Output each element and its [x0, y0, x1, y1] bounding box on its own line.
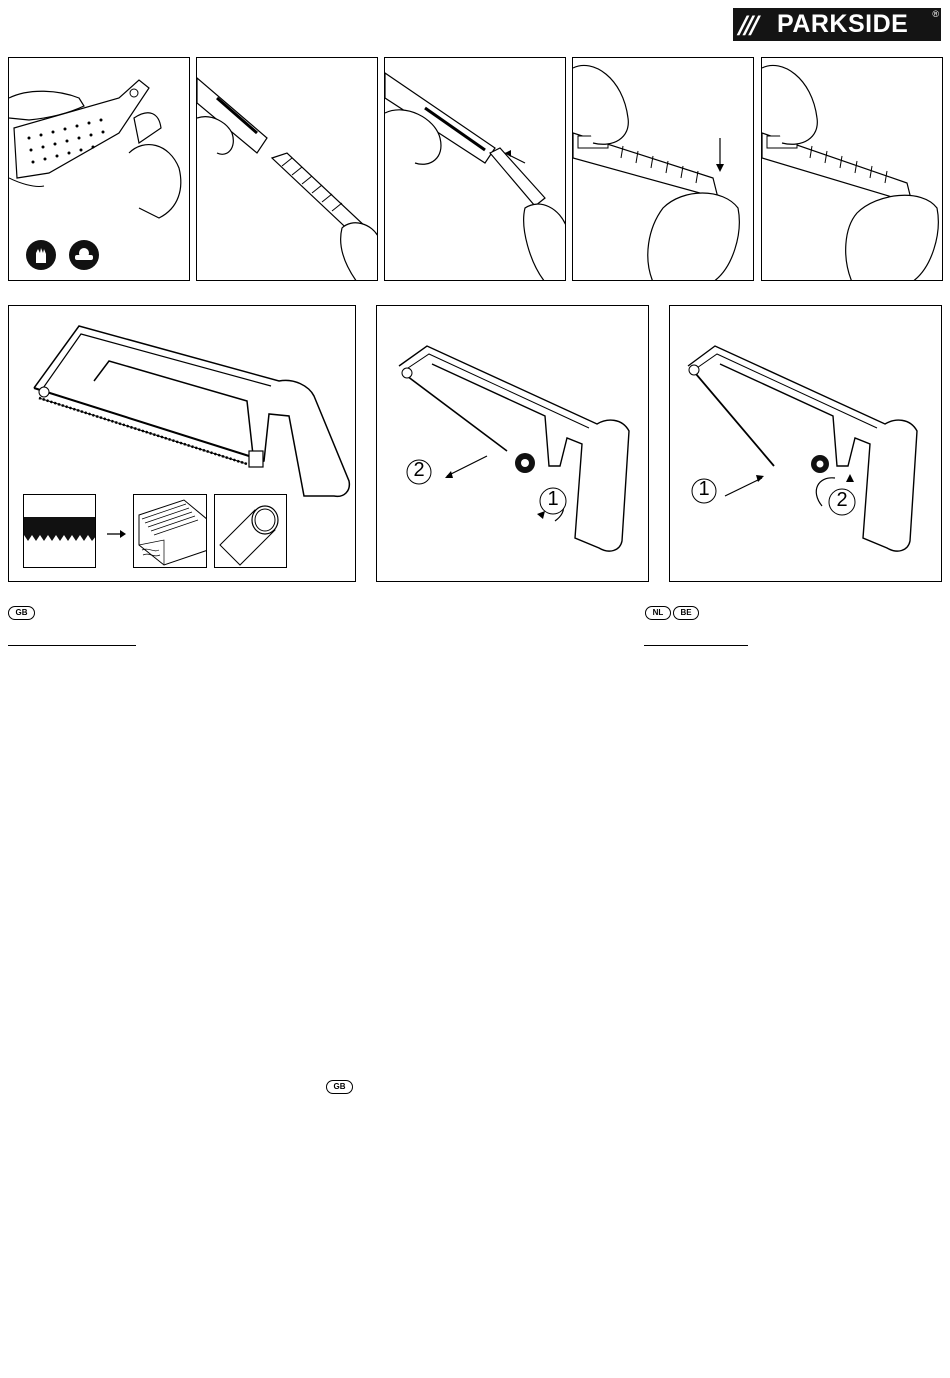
hacksaw-assemble-illustration: [670, 306, 942, 582]
figure-blade-teeth-detail: [23, 494, 96, 568]
figure-knife-open: [8, 57, 190, 281]
step-label-assemble-b: 2: [836, 489, 848, 511]
figure-wood-material: [133, 494, 207, 568]
figure-knife-break-blade: [572, 57, 754, 281]
knife-blade-snapped-illustration: [762, 58, 943, 281]
logo-registered-mark: ®: [932, 9, 939, 19]
figure-knife-blade-snapped: [761, 57, 943, 281]
knife-blade-insert-illustration: [385, 58, 566, 281]
section-rule-left: [8, 645, 136, 646]
knife-break-blade-illustration: [573, 58, 754, 281]
logo-slashes: ///: [739, 10, 757, 39]
parkside-logo: [733, 8, 941, 41]
figure-knife-blade-insert: [384, 57, 566, 281]
step-label-dismantle-a: 2: [413, 459, 425, 481]
hacksaw-dismantle-illustration: [377, 306, 649, 582]
step-label-dismantle-b: 1: [547, 488, 559, 510]
figure-metal-pipe-material: [214, 494, 287, 568]
step-label-assemble-a: 1: [698, 478, 710, 500]
figure-hacksaw-assemble: [669, 305, 942, 582]
section-rule-right: [644, 645, 748, 646]
logo-brand-name: PARKSIDE: [777, 10, 909, 38]
figure-hacksaw-overview: [8, 305, 356, 582]
language-badge-be: BE: [673, 606, 699, 620]
arrow-right-icon: [107, 528, 127, 540]
safety-goggles-icon: [73, 246, 95, 264]
knife-blade-remove-illustration: [197, 58, 378, 281]
figure-hacksaw-dismantle: [376, 305, 649, 582]
language-badge-gb: GB: [8, 606, 35, 620]
language-badge-gb-bottom: GB: [326, 1080, 353, 1094]
figure-knife-blade-remove: [196, 57, 378, 281]
gloves-icon: [32, 246, 50, 264]
language-badge-nl: NL: [645, 606, 671, 620]
